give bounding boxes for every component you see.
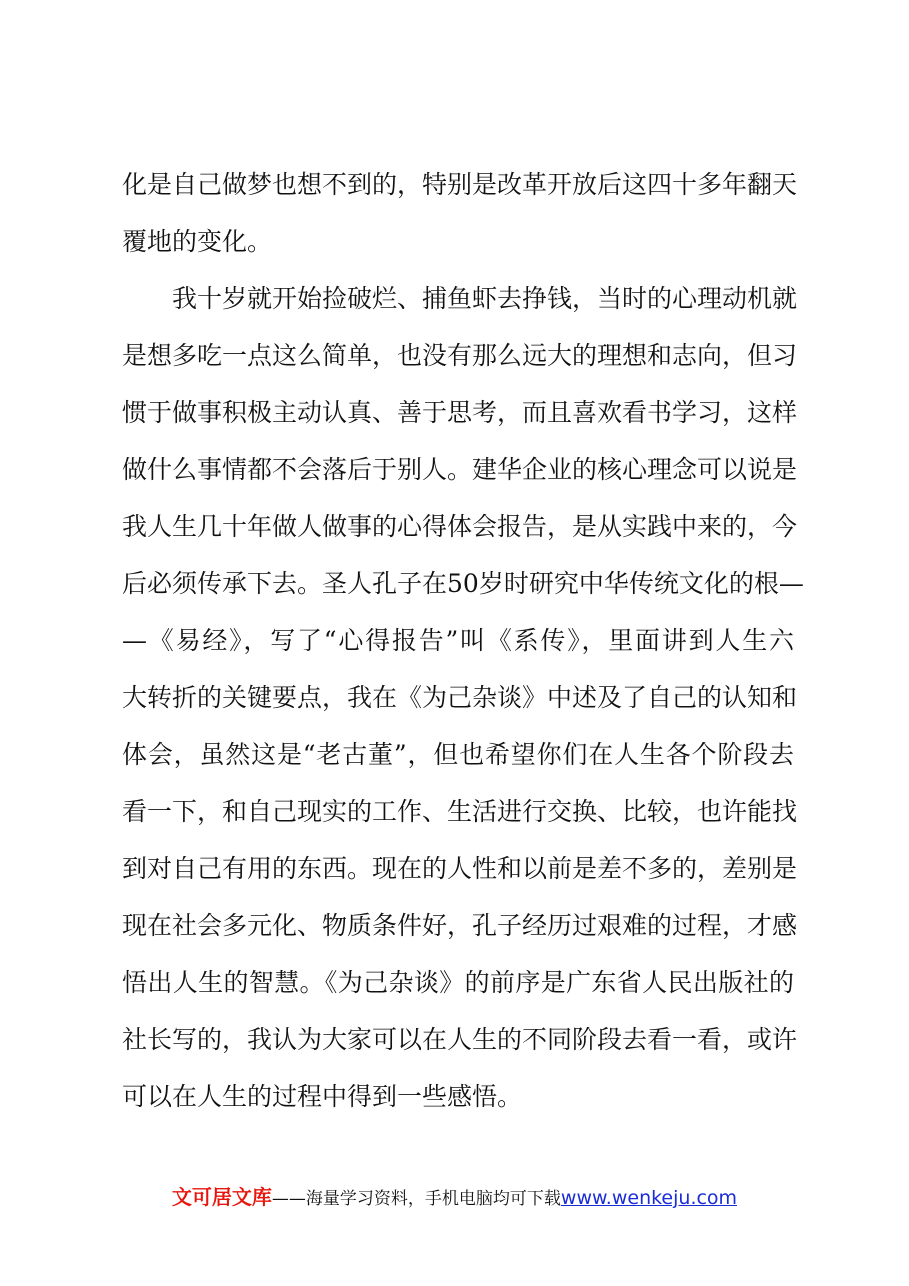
body-text-line: 是想多吃一点这么简单，也没有那么远大的理想和志向，但习	[122, 341, 798, 370]
body-text-line: 悟出人生的智慧。《为己杂谈》的前序是广东省人民出版社的	[122, 968, 794, 997]
footer-brand: 文可居文库	[171, 1185, 272, 1209]
body-text-line: 看一下，和自己现实的工作、生活进行交换、比较，也许能找	[122, 797, 798, 826]
body-text-line: 我人生几十年做人做事的心得体会报告，是从实践中来的，今	[122, 512, 798, 541]
body-text-line: 后必须传承下去。圣人孔子在50岁时研究中华传统文化的根—	[122, 569, 804, 598]
body-text-line: 可以在人生的过程中得到一些感悟。	[122, 1082, 523, 1111]
footer-tagline: ——海量学习资料，手机电脑均可下载	[271, 1189, 561, 1209]
body-text-line: —《易经》，写了“心得报告”叫《系传》，里面讲到人生六	[122, 626, 794, 655]
body-text-line: 化是自己做梦也想不到的，特别是改革开放后这四十多年翻天	[122, 170, 798, 199]
body-text-line: 惯于做事积极主动认真、善于思考，而且喜欢看书学习，这样	[122, 398, 798, 427]
body-text-line: 大转折的关键要点，我在《为己杂谈》中述及了自己的认知和	[122, 683, 798, 712]
body-text-line: 社长写的，我认为大家可以在人生的不同阶段去看一看，或许	[122, 1025, 798, 1054]
body-text-line: 到对自己有用的东西。现在的人性和以前是差不多的，差别是	[122, 854, 798, 883]
body-text-line: 现在社会多元化、物质条件好，孔子经历过艰难的过程，才感	[122, 911, 798, 940]
page-footer	[0, 1184, 909, 1210]
body-text-line: 覆地的变化。	[122, 227, 273, 256]
body-text-line: 我十岁就开始捡破烂、捕鱼虾去挣钱，当时的心理动机就	[172, 284, 798, 313]
body-text-line: 体会，虽然这是“老古董”，但也希望你们在人生各个阶段去	[122, 740, 794, 769]
body-text-line: 做什么事情都不会落后于别人。建华企业的核心理念可以说是	[122, 455, 798, 484]
footer-website-link[interactable]: www.wenkeju.com	[560, 1187, 738, 1209]
